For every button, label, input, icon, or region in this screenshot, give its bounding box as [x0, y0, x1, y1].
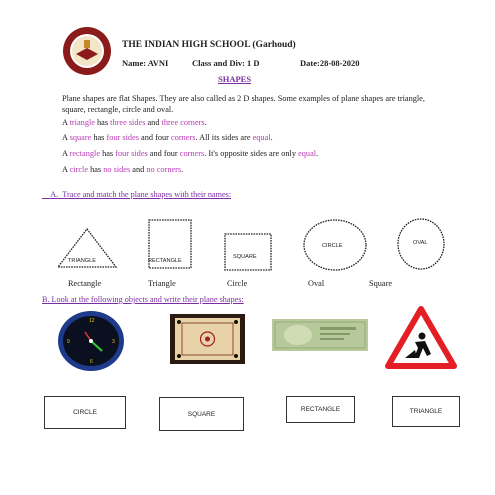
square-shape[interactable]: [223, 232, 273, 272]
shape-label-square: SQUARE: [233, 254, 257, 260]
name-square[interactable]: Square: [369, 279, 393, 288]
student-name: Name: AVNI: [122, 58, 169, 68]
school-name: THE INDIAN HIGH SCHOOL (Garhoud): [122, 40, 296, 50]
section-b-title: B. Look at the following objects and write their plane shapes:: [42, 295, 244, 304]
carrom-board-image: [170, 314, 245, 364]
answer-box-banknote[interactable]: RECTANGLE: [286, 396, 355, 423]
shape-label-circle: CIRCLE: [322, 243, 343, 249]
name-triangle[interactable]: Triangle: [148, 279, 176, 288]
intro-paragraph: Plane shapes are flat Shapes. They are also called as 2 D shapes. Some examples of plane shapes are triangle, square, rectangle, circle and oval.: [62, 94, 425, 114]
section-a-title: A. Trace and match the plane shapes with their names:: [50, 190, 232, 199]
fact-rectangle: A rectangle has four sides and four corners. It's opposite sides are only equal.: [62, 149, 319, 158]
fact-square: A square has four sides and four corners. All its sides are equal.: [62, 133, 273, 142]
name-rectangle[interactable]: Rectangle: [68, 279, 102, 288]
svg-text:3: 3: [112, 339, 115, 345]
svg-text:9: 9: [67, 339, 70, 345]
school-logo: [62, 26, 112, 76]
fact-circle: A circle has no sides and no corners.: [62, 165, 184, 174]
road-sign-image: [385, 306, 457, 370]
answer-box-carrom[interactable]: SQUARE: [159, 397, 244, 431]
fact-triangle: A triangle has three sides and three corners.: [62, 118, 207, 127]
svg-text:12: 12: [89, 318, 95, 324]
shape-label-rectangle: RECTANGLE: [148, 258, 182, 264]
class-div: Class and Div: 1 D: [192, 58, 260, 68]
clock-image: [57, 310, 125, 372]
answer-box-road-sign[interactable]: TRIANGLE: [392, 396, 460, 427]
shape-label-triangle: TRIANGLE: [68, 258, 96, 264]
page-title: SHAPES: [218, 74, 252, 84]
svg-text:6: 6: [90, 359, 93, 365]
answer-box-clock[interactable]: CIRCLE: [44, 396, 126, 429]
shape-label-oval: OVAL: [413, 240, 428, 246]
banknote-image: [272, 319, 368, 351]
date: Date:28-08-2020: [300, 58, 360, 68]
name-oval[interactable]: Oval: [308, 279, 325, 288]
name-circle[interactable]: Circle: [227, 279, 248, 288]
